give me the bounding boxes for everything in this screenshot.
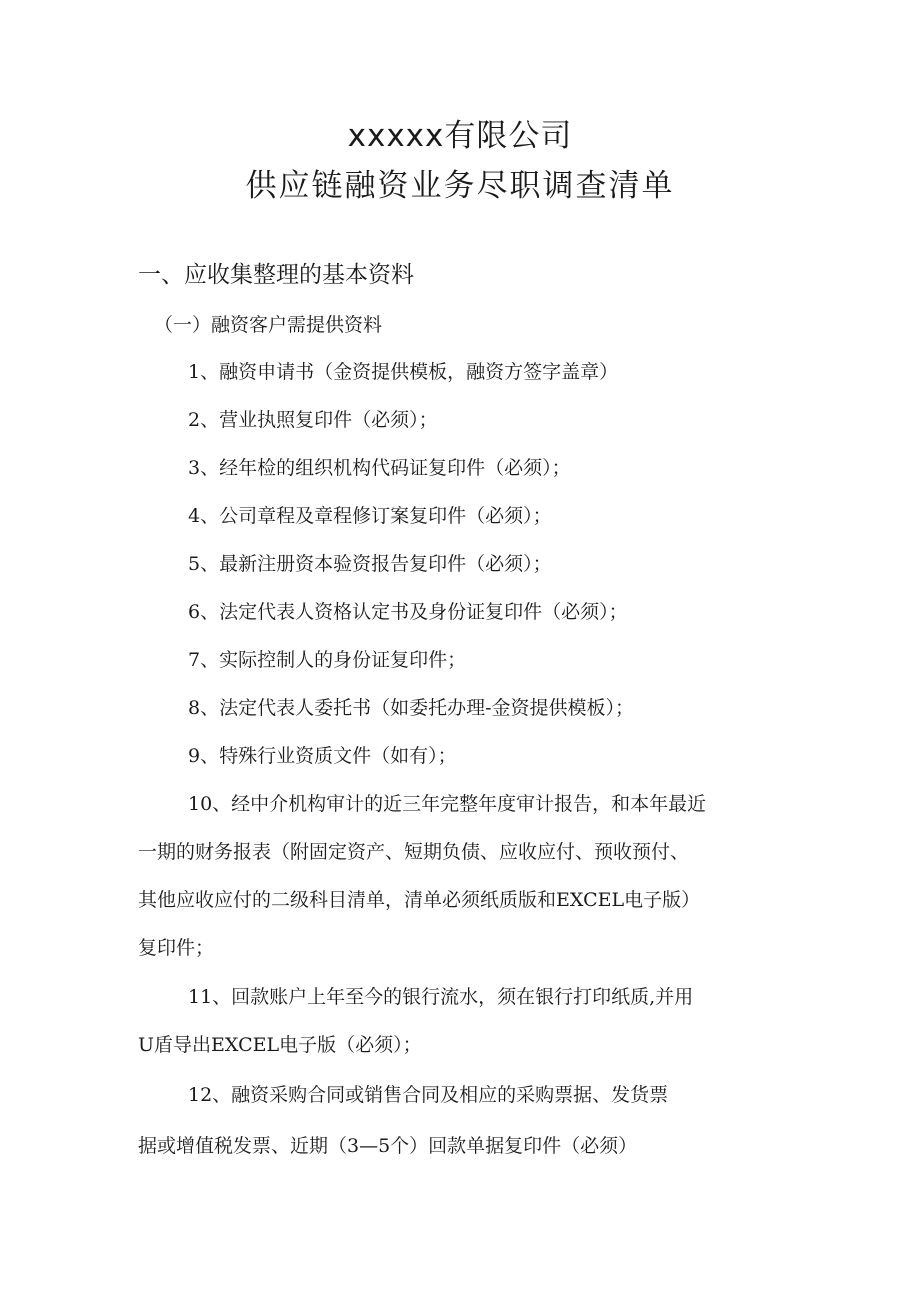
subsection-heading: （一）融资客户需提供资料: [154, 314, 383, 336]
list-item-line: U盾导出EXCEL电子版（必须）；: [138, 1034, 422, 1056]
company-title: xxxxx有限公司: [347, 118, 573, 154]
section-heading: 一、应收集整理的基本资料: [138, 262, 414, 288]
list-item: 9、特殊行业资质文件（如有）；: [188, 745, 457, 767]
list-item: 6、法定代表人资格认定书及身份证复印件（必须）；: [188, 601, 628, 623]
list-item: 7、实际控制人的身份证复印件；: [188, 649, 467, 671]
list-item: 2、营业执照复印件（必须）；: [188, 409, 438, 431]
list-item-line: 其他应收应付的二级科目清单，清单必须纸质版和EXCEL电子版）: [138, 889, 701, 911]
list-item-line: 11、回款账户上年至今的银行流水，须在银行打印纸质,并用: [188, 986, 694, 1008]
document-title: 供应链融资业务尽职调查清单: [245, 168, 675, 204]
list-item: 3、经年检的组织机构代码证复印件（必须）；: [188, 457, 571, 479]
list-item: 5、最新注册资本验资报告复印件（必须）；: [188, 553, 552, 575]
list-item-line: 据或增值税发票、近期（3—5个）回款单据复印件（必须）: [138, 1135, 638, 1157]
list-item: 1、融资申请书（金资提供模板，融资方签字盖章）: [188, 361, 619, 383]
list-item-line: 12、融资采购合同或销售合同及相应的采购票据、发货票: [188, 1084, 669, 1106]
list-item: 4、公司章程及章程修订案复印件（必须）；: [188, 505, 552, 527]
list-item: 8、法定代表人委托书（如委托办理-金资提供模板）；: [188, 697, 635, 719]
list-item-line: 复印件；: [138, 937, 215, 959]
list-item-line: 一期的财务报表（附固定资产、短期负债、应收应付、预收预付、: [138, 841, 690, 863]
list-item-line: 10、经中介机构审计的近三年完整年度审计报告，和本年最近: [188, 793, 707, 815]
